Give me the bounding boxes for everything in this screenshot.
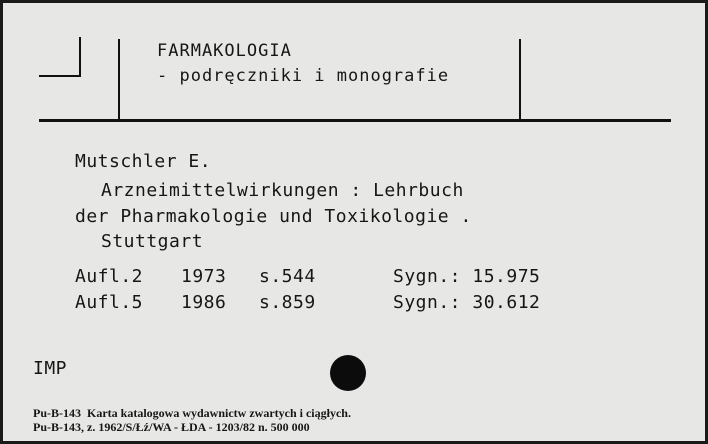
publication-place: Stuttgart [101, 231, 204, 252]
title-line-1: Arzneimittelwirkungen : Lehrbuch [101, 180, 464, 201]
edition-1-sygn: Sygn.: 15.975 [393, 266, 541, 287]
corner-bracket [39, 37, 81, 77]
edition-2-sygn: Sygn.: 30.612 [393, 292, 541, 313]
header-divider [39, 119, 671, 122]
author: Mutschler E. [75, 151, 212, 172]
edition-2-year: 1986 [181, 292, 227, 313]
subject-subheading: - podręczniki i monografie [157, 66, 450, 86]
imp-marker: IMP [33, 358, 68, 379]
edition-1-pages: s.544 [259, 266, 316, 287]
subject-heading: FARMAKOLOGIA [157, 41, 292, 61]
footer-line-1: Pu-B-143 Karta katalogowa wydawnictw zwartych i ciągłych. [33, 406, 351, 420]
edition-2-pages: s.859 [259, 292, 316, 313]
title-line-2: der Pharmakologie und Toxikologie . [75, 206, 472, 227]
catalog-card [3, 3, 705, 441]
edition-1-year: 1973 [181, 266, 227, 287]
header-left-rule [118, 39, 120, 121]
header-right-rule [519, 39, 521, 121]
punch-hole [330, 355, 366, 391]
footer-line-2: Pu-B-143, z. 1962/S/Łź/WA - ŁDA - 1203/82 n. 500 000 [33, 420, 310, 434]
edition-1-aufl: Aufl.2 [75, 266, 144, 287]
edition-2-aufl: Aufl.5 [75, 292, 144, 313]
